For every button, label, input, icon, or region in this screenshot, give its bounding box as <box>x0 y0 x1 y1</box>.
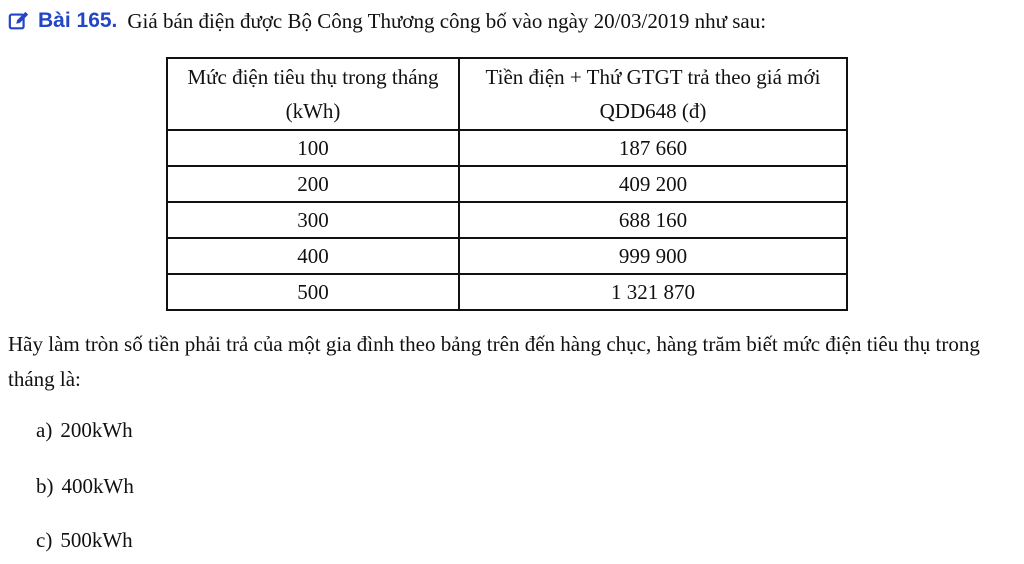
kwh-cell: 200 <box>167 166 459 202</box>
option-letter: a) <box>36 418 53 442</box>
price-cell: 409 200 <box>459 166 847 202</box>
header-consumption-line2: (kWh) <box>285 99 341 123</box>
problem-title <box>8 6 766 36</box>
question-text: Hãy làm tròn số tiền phải trả của một gia đình theo bảng trên đến hàng chục, hàng trăm biết mức điện tiêu thụ trong tháng là: <box>8 332 980 391</box>
edit-icon <box>8 10 30 32</box>
table-row <box>167 274 847 310</box>
table-header-row <box>167 58 847 130</box>
table-row <box>167 166 847 202</box>
header-price-line1: Tiền điện + Thứ GTGT trả theo giá mới <box>485 65 821 89</box>
header-price-line2: QDD648 (đ) <box>599 99 707 123</box>
kwh-cell: 100 <box>167 130 459 166</box>
option-text: 500kWh <box>60 528 133 552</box>
table-row <box>167 202 847 238</box>
table-row <box>167 130 847 166</box>
option-letter: b) <box>36 474 54 498</box>
problem-label: Bài 165. <box>38 9 118 32</box>
option-b <box>36 474 134 499</box>
electricity-price-table <box>166 57 848 311</box>
header-consumption <box>167 58 459 130</box>
price-cell: 187 660 <box>459 130 847 166</box>
table-row <box>167 238 847 274</box>
kwh-cell: 500 <box>167 274 459 310</box>
price-cell: 688 160 <box>459 202 847 238</box>
option-text: 200kWh <box>60 418 133 442</box>
header-consumption-line1: Mức điện tiêu thụ trong tháng <box>187 65 439 89</box>
header-price <box>459 58 847 130</box>
kwh-cell: 300 <box>167 202 459 238</box>
option-c <box>36 528 133 553</box>
option-a <box>36 418 133 443</box>
problem-intro: Giá bán điện được Bộ Công Thương công bố vào ngày 20/03/2019 như sau: <box>127 8 767 33</box>
option-text: 400kWh <box>61 474 134 498</box>
price-cell: 1 321 870 <box>459 274 847 310</box>
option-letter: c) <box>36 528 53 552</box>
price-cell: 999 900 <box>459 238 847 274</box>
kwh-cell: 400 <box>167 238 459 274</box>
